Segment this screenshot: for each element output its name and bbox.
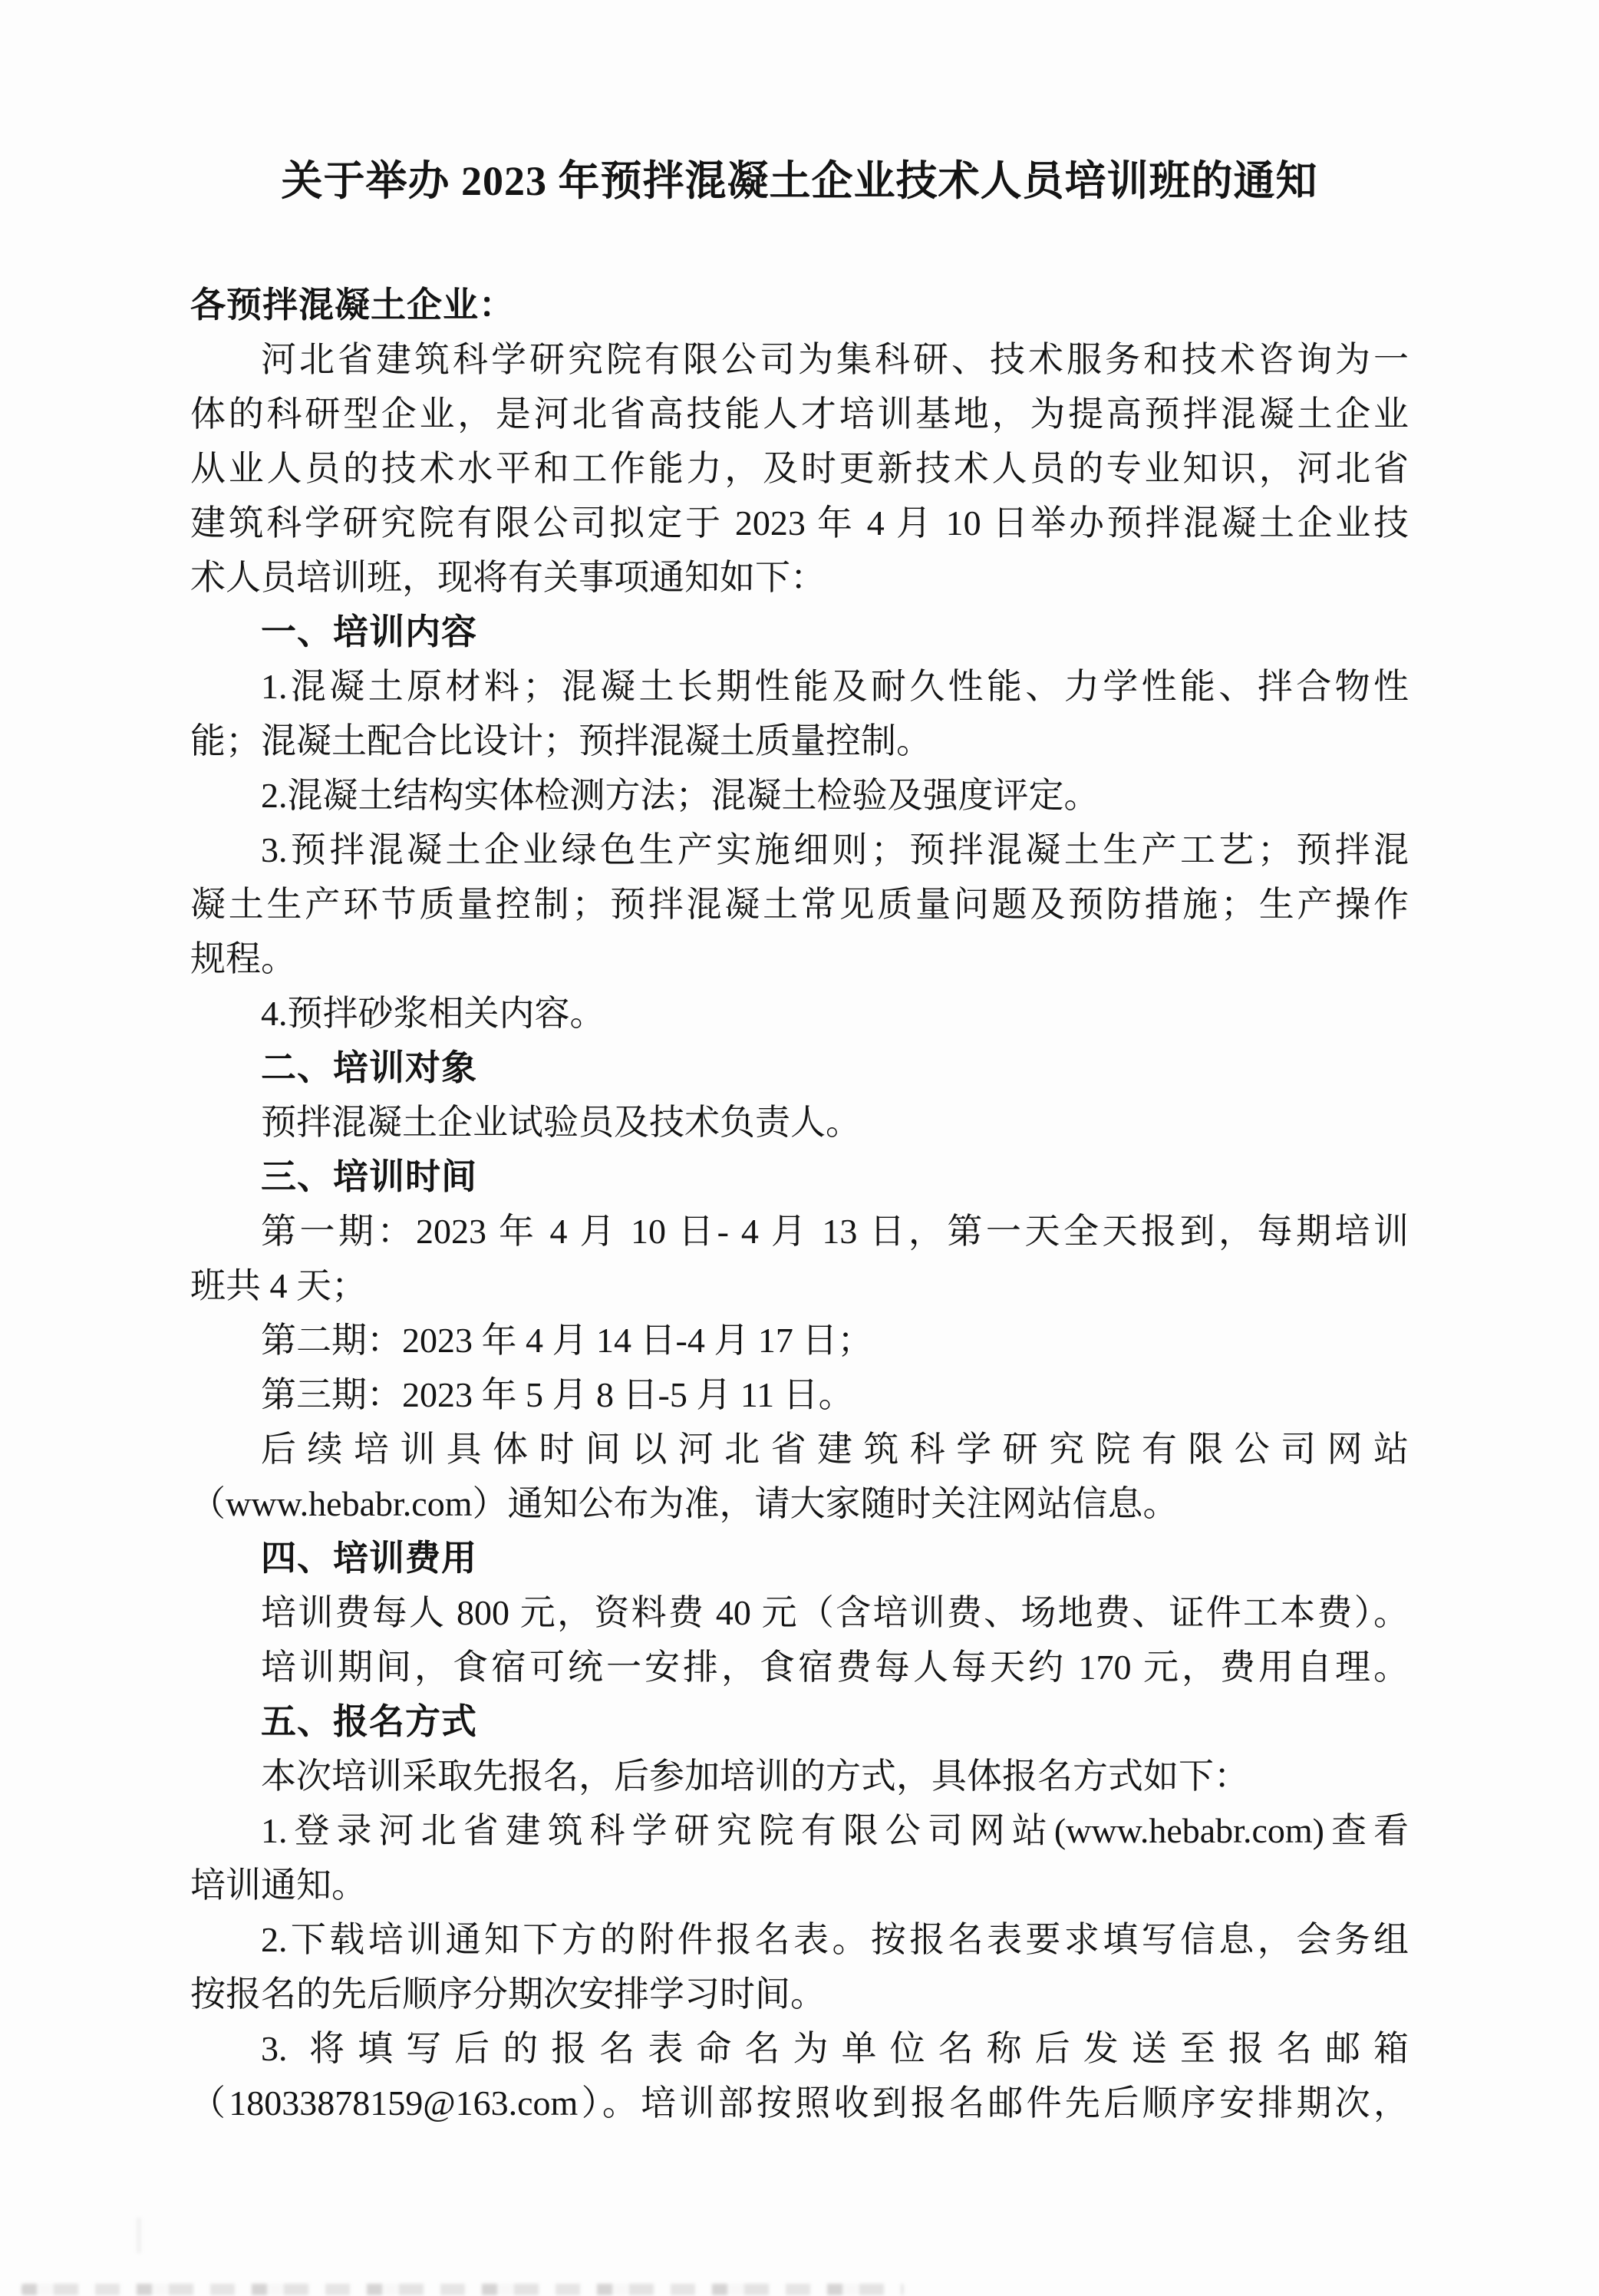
document-body [190, 278, 1409, 2130]
text-line: 1.混凝土原材料；混凝土长期性能及耐久性能、力学性能、拌合物性 [261, 667, 1409, 706]
text-line: 一、培训内容 [261, 612, 477, 652]
text-line: 本次培训采取先报名，后参加培训的方式，具体报名方式如下： [261, 1757, 1249, 1796]
text-line: 3. 将填写后的报名表命名为单位名称后发送至报名邮箱 [261, 2029, 1409, 2068]
text-line: 培训费每人 800 元，资料费 40 元（含培训费、场地费、证件工本费）。 [261, 1593, 1409, 1632]
text-line: 2.下载培训通知下方的附件报名表。按报名表要求填写信息，会务组 [261, 1920, 1409, 1959]
text-line: 按报名的先后顺序分期次安排学习时间。 [190, 1974, 826, 2014]
text-line: 第二期：2023 年 4 月 14 日-4 月 17 日； [261, 1321, 873, 1360]
scan-noise-speck [137, 2218, 141, 2253]
text-line: 后续培训具体时间以河北省建筑科学研究院有限公司网站 [261, 1430, 1409, 1469]
bottom-scan-artifact [21, 2284, 904, 2295]
document-page [190, 157, 1409, 2130]
text-line: 预拌混凝土企业试验员及技术负责人。 [261, 1103, 861, 1142]
text-line: （www.hebabr.com）通知公布为准，请大家随时关注网站信息。 [190, 1484, 1179, 1523]
text-line: 二、培训对象 [261, 1047, 477, 1087]
text-line: 规程。 [190, 939, 296, 978]
text-line: 1.登录河北省建筑科学研究院有限公司网站(www.hebabr.com)查看 [261, 1811, 1409, 1850]
text-line: 培训期间，食宿可统一安排，食宿费每人每天约 170 元，费用自理。 [261, 1648, 1409, 1687]
text-line: （18033878159@163.com）。培训部按照收到报名邮件先后顺序安排期次， [190, 2083, 1409, 2123]
document-title: 关于举办 2023 年预拌混凝土企业技术人员培训班的通知 [281, 158, 1318, 204]
text-line: 培训通知。 [190, 1866, 367, 1905]
text-line: 第一期：2023 年 4 月 10 日- 4 月 13 日，第一天全天报到，每期培训 [261, 1212, 1409, 1251]
text-line: 体的科研型企业，是河北省高技能人才培训基地，为提高预拌混凝土企业 [190, 394, 1409, 434]
text-line: 三、培训时间 [261, 1156, 477, 1196]
text-line: 班共 4 天； [190, 1266, 367, 1305]
text-line: 建筑科学研究院有限公司拟定于 2023 年 4 月 10 日举办预拌混凝土企业技 [190, 503, 1409, 543]
text-line: 能；混凝土配合比设计；预拌混凝土质量控制。 [190, 721, 931, 760]
text-line: 从业人员的技术水平和工作能力，及时更新技术人员的专业知识，河北省 [190, 449, 1409, 488]
text-line: 术人员培训班，现将有关事项通知如下： [190, 558, 826, 597]
text-line: 四、培训费用 [261, 1538, 477, 1578]
text-line: 第三期：2023 年 5 月 8 日-5 月 11 日。 [261, 1375, 854, 1414]
text-line: 3.预拌混凝土企业绿色生产实施细则；预拌混凝土生产工艺；预拌混 [261, 830, 1409, 869]
text-line: 凝土生产环节质量控制；预拌混凝土常见质量问题及预防措施；生产操作 [190, 885, 1409, 924]
text-line: 4.预拌砂浆相关内容。 [261, 994, 605, 1033]
text-line: 2.混凝土结构实体检测方法；混凝土检验及强度评定。 [261, 776, 1100, 815]
text-line: 河北省建筑科学研究院有限公司为集科研、技术服务和技术咨询为一 [261, 340, 1409, 379]
text-line: 各预拌混凝土企业： [190, 285, 515, 325]
text-line: 五、报名方式 [261, 1701, 477, 1741]
